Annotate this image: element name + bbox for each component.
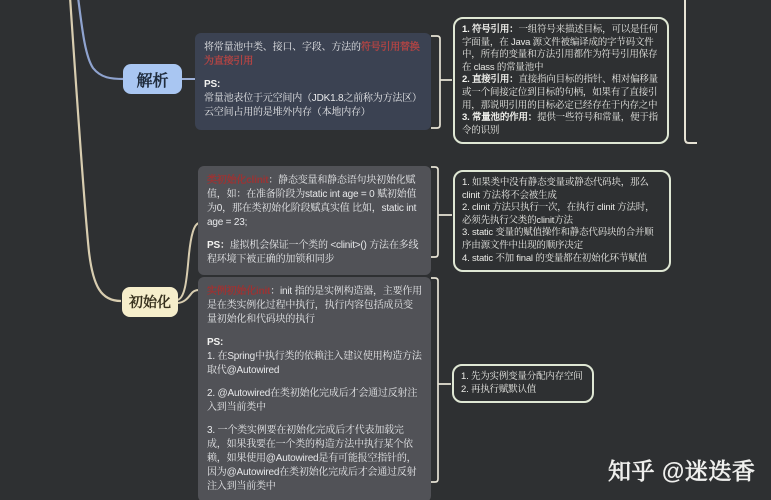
topic-node-resolve-label: 解析	[136, 72, 169, 90]
summary-item: 1. 符号引用：一组符号来描述目标，可以是任何字面量，在 Java 源文件被编译成的字节码文件中，所有的变量和方法引用都作为符号引用保存在 class 的常量池中	[462, 24, 658, 73]
ps-line: 云空间占用的是堆外内存（本地内存）	[204, 107, 371, 118]
ps-item: 2. @Autowired在类初始化完成后才会通过反射注入到当前类中	[207, 388, 418, 413]
ps-line: 常量池表位于元空间内（JDK1.8之前称为方法区）	[204, 93, 422, 104]
summary-item: 2. clinit 方法只执行一次，在执行 clinit 方法时，必须先执行父类的clinit方法	[462, 202, 655, 226]
summary-item: 4. static 不加 final 的变量都在初始化环节赋值	[462, 252, 647, 264]
summary-box-references[interactable]	[453, 17, 669, 144]
summary-item: 2. 再执行赋默认值	[461, 383, 537, 395]
summary-item: 3. 常量池的作用：提供一些符号和常量，便于指令的识别	[462, 112, 658, 136]
ps-item: 1. 在Spring中执行类的依赖注入建议使用构造方法取代@Autowired	[207, 351, 422, 376]
ps-label: PS:	[207, 337, 224, 348]
summary-box-instance-steps[interactable]	[452, 364, 594, 403]
summary-item: 1. 先为实例变量分配内存空间	[461, 371, 583, 382]
note-resolve-description[interactable]	[195, 33, 431, 130]
red-emphasis-text: 符号引用替换为直接引用	[204, 42, 420, 67]
summary-bracket-1	[431, 36, 452, 128]
branch-line-resolve	[78, 0, 124, 79]
note-resolve-main-line: 将常量池中类、接口、字段、方法的符号引用替换为直接引用	[204, 42, 420, 67]
summary-box-clinit-rules[interactable]	[453, 170, 671, 272]
ps-item: 3. 一个类实例要在初始化完成后才代表加载完成，如果我要在一个类的构造方法中执行某个依赖，如果使用@Autowired是有可能报空指针的，因为@Autowired在类初始化完成后才会通过反射注入到当前类中	[207, 425, 417, 492]
connector-init-clinit	[177, 223, 199, 300]
topic-node-resolve[interactable]	[123, 64, 182, 94]
note-clinit-description[interactable]	[198, 166, 431, 275]
summary-bracket-3	[431, 278, 451, 482]
topic-node-init[interactable]	[122, 287, 178, 317]
ps-label: PS:	[204, 79, 221, 90]
red-label-init: 实例初始化init	[207, 286, 271, 297]
zhihu-watermark: 知乎 @迷迭香	[608, 458, 756, 484]
summary-item: 3. static 变量的赋值操作和静态代码块的合并顺序由源文件中出现的顺序决定	[462, 227, 654, 251]
red-label-clinit: 类初始化clinit	[207, 175, 269, 186]
outer-bracket-edge	[685, 0, 697, 143]
connector-init-instance	[177, 290, 199, 303]
note-instance-init-main-line: 实例初始化init：init 指的是实例构造器，主要作用是在类实例化过程中执行，执行内容包括成员变量初始化和代码块的执行	[207, 286, 422, 325]
note-instance-init-description[interactable]	[198, 277, 431, 500]
summary-item: 1. 如果类中没有静态变量或静态代码块，那么 clinit 方法将不会被生成	[462, 177, 649, 201]
summary-item: 2. 直接引用：直接指向目标的指针、相对偏移量或一个间接定位到目标的句柄，如果有了直接引用，那说明引用的目标必定已经存在于内存之中	[462, 74, 658, 111]
summary-bracket-2	[431, 167, 452, 257]
note-clinit-main-line: 类初始化clinit：静态变量和静态语句块初始化赋值，如：在准备阶段为static int age = 0 赋初始值为0，那在类初始化阶段赋真实值 比如，static int age = 23;	[207, 175, 417, 228]
branch-line-init	[70, 0, 121, 301]
ps-line: PS：虚拟机会保证一个类的 <clinit>() 方法在多线程环境下被正确的加锁和同步	[207, 240, 419, 265]
topic-node-init-label: 初始化	[129, 294, 171, 310]
